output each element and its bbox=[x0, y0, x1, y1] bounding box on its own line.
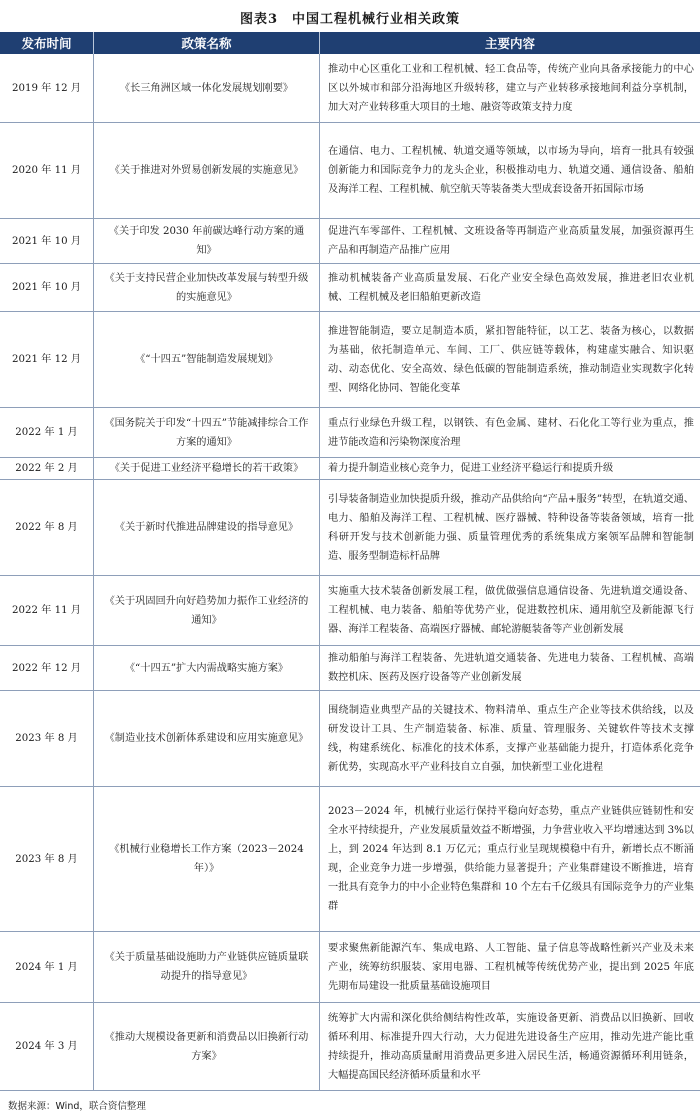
content-text: 引导装备制造业加快提质升级，推动产品供给向“产品+服务”转型，在轨道交通、电力、船舶及海洋工程、工程机械、医疗器械、特种设备等装备领域，培育一批科研开发与技术创新能力强、质量管理优秀的系统集成方案领军品牌和智能制造、服务型制造标杆品牌 bbox=[328, 493, 694, 562]
table-row bbox=[0, 264, 700, 312]
content-text: 实施重大技术装备创新发展工程，做优做强信息通信设备、先进轨道交通设备、工程机械、电力装备、船舶等优势产业，促进数控机床、通用航空及新能源飞行器、海洋工程装备、高端医疗器械、邮轮游艇装备等产业创新发展 bbox=[328, 586, 694, 635]
row-date: 2021 年 10 月 bbox=[0, 264, 94, 311]
row-content bbox=[320, 480, 700, 575]
row-content bbox=[320, 264, 700, 311]
row-content bbox=[320, 576, 700, 645]
row-policy-name bbox=[94, 576, 320, 645]
policy-name-text: 《“十四五”扩大内需战略实施方案》 bbox=[124, 662, 289, 674]
row-policy-name bbox=[94, 54, 320, 122]
policy-name-text: 《关于印发 2030 年前碳达峰行动方案的通知》 bbox=[108, 226, 305, 256]
policy-name-text: 《长三角洲区域一体化发展规划刚要》 bbox=[119, 82, 294, 94]
table-row bbox=[0, 458, 700, 480]
header-name: 政策名称 bbox=[94, 32, 320, 54]
policy-name-text: 《关于推进对外贸易创新发展的实施意见》 bbox=[109, 165, 304, 176]
content-text: 在通信、电力、工程机械、轨道交通等领域，以市场为导向，培育一批具有较强创新能力和国际竞争力的龙头企业，积极推动电力、轨道交通、通信设备、船舶及海洋工程、工程机械、航空航天等装备类大型成套设备开拓国际市场 bbox=[328, 146, 694, 195]
row-policy-name bbox=[94, 264, 320, 311]
table-row bbox=[0, 691, 700, 787]
row-policy-name bbox=[94, 408, 320, 457]
policy-name-text: 《推动大规模设备更新和消费品以旧换新行动方案》 bbox=[104, 1031, 309, 1062]
row-content bbox=[320, 691, 700, 786]
table-row bbox=[0, 576, 700, 646]
header-content: 主要内容 bbox=[484, 36, 535, 51]
content-text: 推进智能制造，要立足制造本质，紧扣智能特征，以工艺、装备为核心，以数据为基础，依托制造单元、车间、工厂、供应链等载体，构建虚实融合、知识驱动、动态优化、安全高效、绿色低碳的智能制造系统，推动制造业实现数字化转型、网络化协同、智能化变革 bbox=[328, 325, 694, 394]
row-policy-name bbox=[94, 123, 320, 218]
row-content bbox=[320, 219, 700, 263]
policy-name-text: 《国务院关于印发“十四五”节能减排综合工作方案的通知》 bbox=[104, 417, 309, 448]
policy-name-text: 《“十四五”智能制造发展规划》 bbox=[135, 354, 278, 365]
row-content bbox=[320, 408, 700, 457]
table-row bbox=[0, 312, 700, 408]
row-content bbox=[320, 123, 700, 218]
row-policy-name bbox=[94, 787, 320, 931]
policy-name-text: 《关于质量基础设施助力产业链供应链质量联动提升的指导意见》 bbox=[104, 952, 309, 982]
table-row bbox=[0, 1003, 700, 1091]
row-date: 2021 年 12 月 bbox=[0, 312, 94, 407]
content-text: 推动船舶与海洋工程装备、先进轨道交通装备、先进电力装备、工程机械、高端数控机床、医药及医疗设备等产业创新发展 bbox=[328, 653, 694, 683]
figure-title: 图表3 中国工程机械行业相关政策 bbox=[239, 12, 461, 27]
row-date: 2023 年 8 月 bbox=[0, 787, 94, 931]
content-text: 统筹扩大内需和深化供给侧结构性改革，实施设备更新、消费品以旧换新、回收循环利用、标准提升四大行动，大力促进先进设备生产应用，推动先进产能比重持续提升，推动高质量耐用消费品更多进入居民生活，畅通资源循环利用链条，大幅提高国民经济循环质量和水平 bbox=[328, 1012, 694, 1081]
table-row bbox=[0, 123, 700, 219]
row-policy-name bbox=[94, 646, 320, 690]
row-content bbox=[320, 54, 700, 122]
policy-table bbox=[0, 32, 700, 1091]
content-text: 围绕制造业典型产品的关键技术、物料清单、重点生产企业等技术供给线，以及研发设计工具、生产制造装备、标准、质量、管理服务、关键软件等技术支撑线，构建系统化、标准化的技术体系，支撑产业基础能力提升，打造体系化竞争新优势，实现高水平产业科技自立自强，加快新型工业化进程 bbox=[328, 704, 694, 773]
content-text: 2023－2024 年，机械行业运行保持平稳向好态势，重点产业链供应链韧性和安全水平持续提升，产业发展质量效益不断增强，力争营业收入平均增速达到 3%以上，到 2024 年达到 8.1 万亿元；重点行业呈现规模稳中有升，新增长点不断涌现，企业竞争力进一步增强，供给能力显著提升；产业集群建设不断推进，培育一批具有竞争力的中小企业特色集群和 10 个左右千亿级具有国际竞争力的产业集群 bbox=[328, 806, 694, 912]
table-row bbox=[0, 408, 700, 458]
row-date: 2024 年 3 月 bbox=[0, 1003, 94, 1090]
source-note: 数据来源：Wind，联合资信整理 bbox=[8, 1101, 146, 1112]
row-date: 2024 年 1 月 bbox=[0, 932, 94, 1002]
policy-name-text: 《关于支持民营企业加快改革发展与转型升级的实施意见》 bbox=[104, 272, 309, 303]
table-row bbox=[0, 932, 700, 1003]
table-row bbox=[0, 646, 700, 691]
row-content bbox=[320, 458, 700, 479]
row-policy-name bbox=[94, 1003, 320, 1090]
table-row bbox=[0, 480, 700, 576]
content-text: 要求聚焦新能源汽车、集成电路、人工智能、量子信息等战略性新兴产业及未来产业，统筹纺织服装、家用电器、工程机械等传统优势产业，提出到 2025 年底先期布局建设一批质量基础设施项目 bbox=[328, 942, 694, 992]
row-date: 2022 年 8 月 bbox=[0, 480, 94, 575]
row-content bbox=[320, 646, 700, 690]
policy-name-text: 《制造业技术创新体系建设和应用实施意见》 bbox=[104, 733, 309, 744]
content-text: 推动中心区重化工业和工程机械、轻工食品等，传统产业向具备承接能力的中心区以外城市和部分沿海地区升级转移，建立与产业转移承接地间利益分享机制，加大对产业转移重大项目的土地、融资等政策支持力度 bbox=[328, 63, 694, 113]
row-content bbox=[320, 1003, 700, 1090]
row-content bbox=[320, 932, 700, 1002]
row-date: 2022 年 2 月 bbox=[0, 458, 94, 479]
policy-name-text: 《关于促进工业经济平稳增长的若干政策》 bbox=[109, 463, 304, 474]
row-date: 2020 年 11 月 bbox=[0, 123, 94, 218]
row-date: 2022 年 12 月 bbox=[0, 646, 94, 690]
row-date: 2019 年 12 月 bbox=[0, 54, 94, 122]
row-date: 2021 年 10 月 bbox=[0, 219, 94, 263]
row-policy-name bbox=[94, 219, 320, 263]
row-content bbox=[320, 787, 700, 931]
table-row bbox=[0, 787, 700, 932]
table-row bbox=[0, 219, 700, 264]
table-body bbox=[0, 54, 700, 1091]
content-text: 推动机械装备产业高质量发展、石化产业安全绿色高效发展，推进老旧农业机械、工程机械及老旧船舶更新改造 bbox=[328, 272, 694, 303]
row-date: 2022 年 1 月 bbox=[0, 408, 94, 457]
policy-name-text: 《关于新时代推进品牌建设的指导意见》 bbox=[114, 522, 299, 533]
table-row bbox=[0, 54, 700, 123]
row-policy-name bbox=[94, 480, 320, 575]
row-content bbox=[320, 312, 700, 407]
content-text: 促进汽车零部件、工程机械、文班设备等再制造产业高质量发展，加强资源再生产品和再制造产品推广应用 bbox=[328, 226, 694, 256]
row-policy-name bbox=[94, 312, 320, 407]
row-policy-name bbox=[94, 458, 320, 479]
row-policy-name bbox=[94, 691, 320, 786]
policy-name-text: 《机械行业稳增长工作方案（2023－2024 年）》 bbox=[109, 844, 304, 874]
content-text: 重点行业绿色升级工程，以钢铁、有色金属、建材、石化化工等行业为重点，推进节能改造和污染物深度治理 bbox=[328, 417, 694, 448]
row-policy-name bbox=[94, 932, 320, 1002]
row-date: 2023 年 8 月 bbox=[0, 691, 94, 786]
content-text: 着力提升制造业核心竞争力，促进工业经济平稳运行和提质升级 bbox=[328, 463, 614, 474]
header-date: 发布时间 bbox=[0, 32, 94, 54]
row-date: 2022 年 11 月 bbox=[0, 576, 94, 645]
table-header bbox=[0, 32, 700, 54]
policy-name-text: 《关于巩固回升向好趋势加力振作工业经济的通知》 bbox=[104, 595, 309, 626]
